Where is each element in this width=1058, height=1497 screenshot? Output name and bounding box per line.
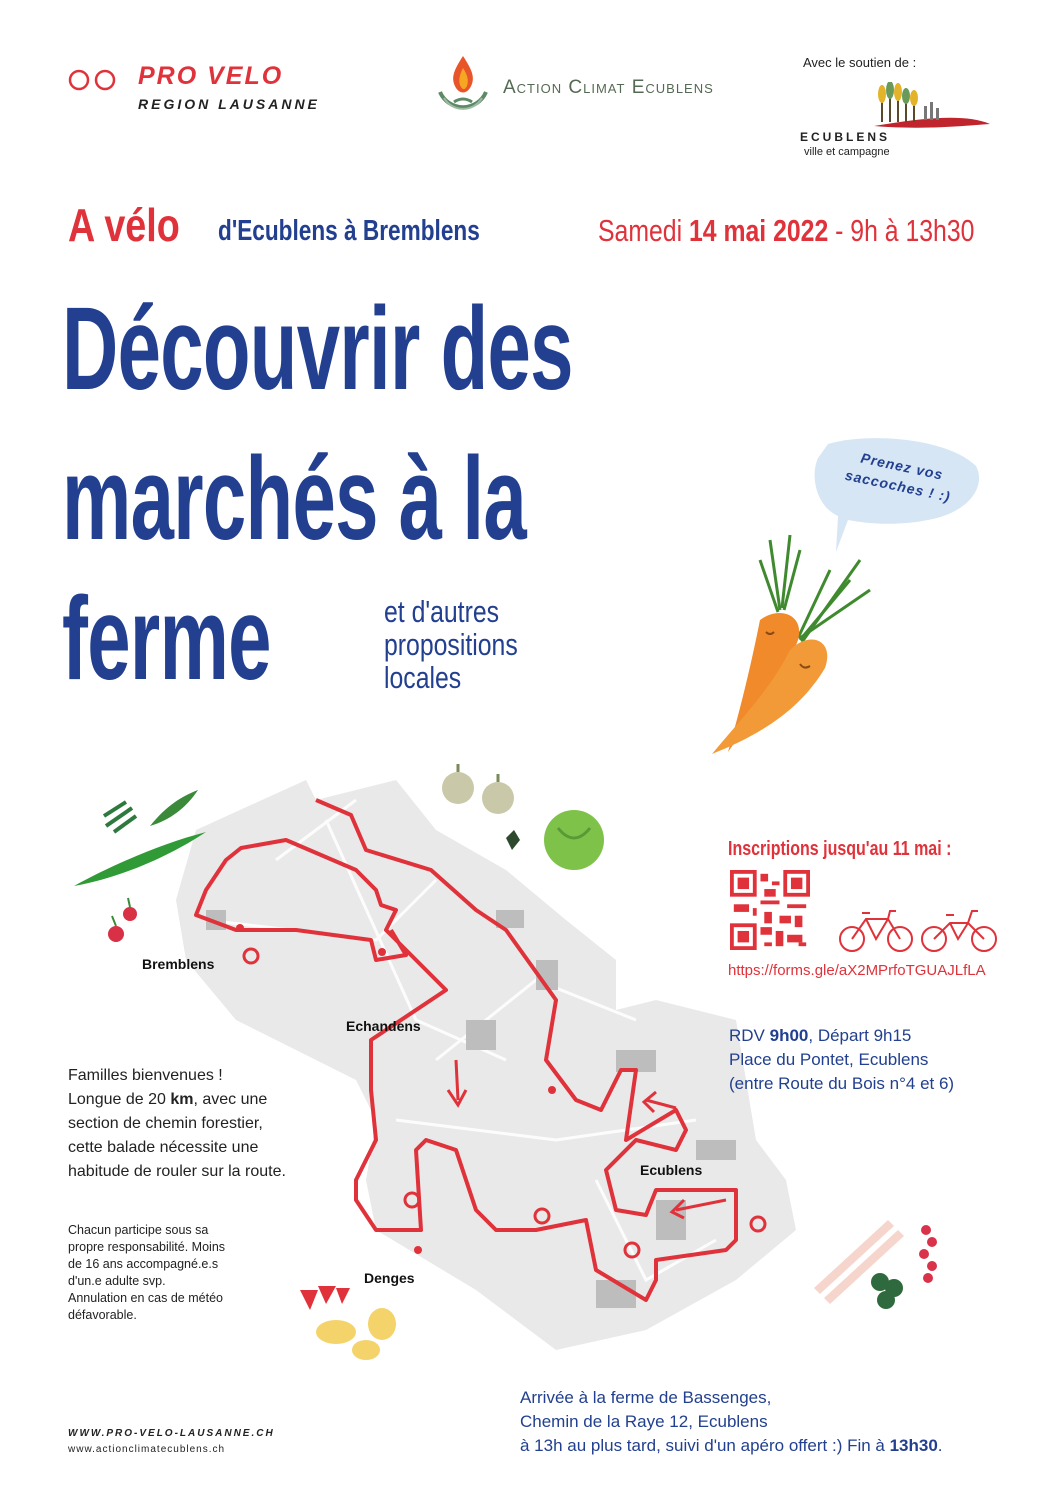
green-beans-illustration-icon — [70, 786, 210, 896]
families-km: km — [170, 1091, 194, 1108]
provelo-website-link[interactable]: WWW.PRO-VELO-LAUSANNE.CH — [68, 1428, 275, 1439]
subtitle-line-3: locales — [384, 660, 462, 695]
families-line-2c: , avec une — [193, 1091, 268, 1108]
arrival-line-3 — [520, 1434, 943, 1458]
meeting-place: Place du Pontet, Ecublens — [729, 1050, 929, 1069]
families-info — [68, 1064, 286, 1184]
a-velo-heading: A vélo — [68, 199, 180, 251]
town-label-echandens: Echandens — [346, 1018, 421, 1034]
date-prefix: Samedi — [598, 213, 689, 248]
action-climat-name: Action Climat Ecublens — [503, 77, 714, 98]
date-suffix: - 9h à 13h30 — [828, 213, 975, 248]
disclaimer — [68, 1222, 225, 1324]
families-line-1: Familles bienvenues ! — [68, 1067, 223, 1084]
disclaimer-line: Chacun participe sous sa — [68, 1223, 209, 1237]
disclaimer-line: défavorable. — [68, 1308, 137, 1322]
families-line-2a: Longue de 20 — [68, 1091, 171, 1108]
subtitle — [384, 595, 592, 694]
disclaimer-line: propre responsabilité. Moins — [68, 1240, 226, 1254]
arrival-info — [520, 1386, 943, 1458]
disclaimer-line: de 16 ans accompagné.e.s — [68, 1257, 219, 1271]
route-map — [176, 760, 806, 1350]
bicycles-icon — [838, 905, 1000, 955]
arrival-end-time: 13h30 — [889, 1436, 938, 1455]
provelo-logo-subtitle: REGION LAUSANNE — [138, 96, 320, 112]
registration-url-link[interactable]: https://forms.gle/aX2MPrfoTGUAJLfLA — [728, 962, 986, 979]
families-line-2 — [68, 1088, 286, 1112]
rdv-time: 9h00 — [769, 1026, 809, 1045]
main-title-line-2: marchés à la — [62, 433, 527, 565]
ecublens-logo-tagline: ville et campagne — [804, 146, 890, 158]
families-line-4: cette balade nécessite une — [68, 1139, 259, 1156]
meeting-time-line — [729, 1024, 954, 1048]
provelo-rings-icon — [68, 68, 130, 92]
families-line-5: habitude de rouler sur la route. — [68, 1163, 286, 1180]
rhubarb-currants-illustration-icon — [804, 1208, 954, 1318]
rdv-suffix: , Départ 9h15 — [808, 1026, 912, 1045]
town-label-ecublens: Ecublens — [640, 1162, 703, 1178]
registration-title: Inscriptions jusqu'au 11 mai : — [728, 838, 952, 860]
arrival-line-2: Chemin de la Raye 12, Ecublens — [520, 1412, 768, 1431]
subtitle-line-1: et d'autres — [384, 594, 500, 629]
main-title-line-3: ferme — [62, 573, 271, 705]
arrival-line-3c: . — [937, 1436, 943, 1455]
actionclimat-website-link[interactable]: www.actionclimatecublens.ch — [68, 1444, 226, 1455]
town-label-denges: Denges — [364, 1270, 415, 1286]
families-line-3: section de chemin forestier, — [68, 1115, 263, 1132]
provelo-logo-title: PRO VELO — [138, 62, 284, 90]
support-label: Avec le soutien de : — [803, 55, 917, 70]
main-title-line-1: Découvrir des — [62, 283, 573, 415]
disclaimer-line: d'un.e adulte svp. — [68, 1274, 166, 1288]
strawberries-potatoes-illustration-icon — [296, 1274, 406, 1364]
carrots-illustration-icon — [700, 520, 900, 760]
event-date — [598, 213, 974, 249]
subtitle-line-2: propositions — [384, 627, 518, 662]
speech-bubble-text: Prenez vos saccoches ! :) — [843, 449, 953, 505]
arrival-line-3a: à 13h au plus tard, suivi d'un apéro offert :) Fin à — [520, 1436, 890, 1455]
date-main: 14 mai 2022 — [688, 213, 829, 248]
rdv-prefix: RDV — [729, 1026, 770, 1045]
arrival-line-1: Arrivée à la ferme de Bassenges, — [520, 1388, 772, 1407]
disclaimer-line: Annulation en cas de météo — [68, 1291, 223, 1305]
cabbage-illustration-icon — [498, 808, 618, 870]
action-climat-flame-icon — [432, 52, 494, 122]
ecublens-logo-name: ECUBLENS — [800, 130, 891, 144]
meeting-detail: (entre Route du Bois n°4 et 6) — [729, 1074, 955, 1093]
meeting-info — [729, 1024, 954, 1096]
town-label-bremblens: Bremblens — [142, 956, 215, 972]
qr-code-icon[interactable] — [730, 870, 810, 950]
radishes-illustration-icon — [104, 894, 144, 946]
route-subheading: d'Ecublens à Bremblens — [218, 215, 480, 247]
ecublens-town-logo-icon — [872, 82, 992, 134]
